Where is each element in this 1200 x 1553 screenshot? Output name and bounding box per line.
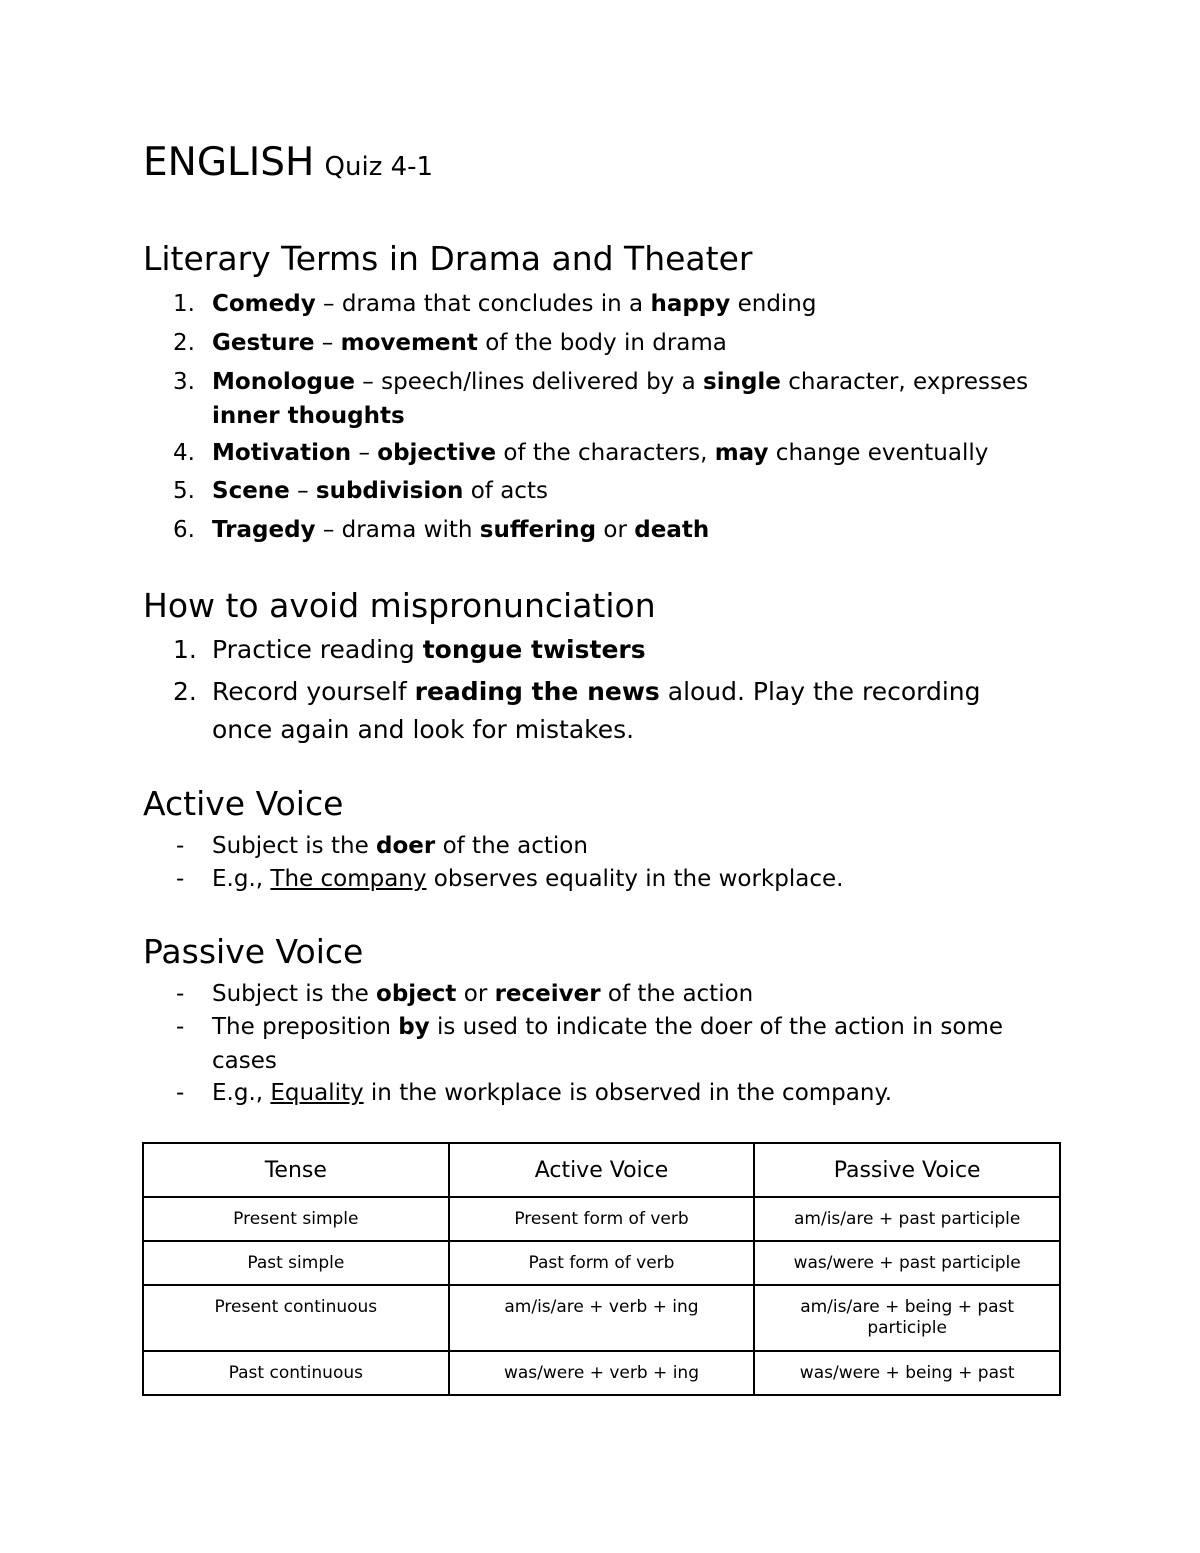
table-cell: Past form of verb — [449, 1241, 755, 1285]
bullet-dash: - — [176, 833, 185, 859]
text: character, expresses — [780, 369, 1029, 395]
bullet-item-passive-3 — [176, 1076, 893, 1110]
text: – — [314, 330, 341, 356]
text: – drama that concludes in a — [315, 291, 651, 317]
bullet-dash: - — [176, 1080, 185, 1106]
underlined-subject: The company — [270, 866, 427, 892]
text: E.g., — [212, 866, 271, 892]
text: Subject is the — [212, 981, 377, 1007]
document-title — [143, 140, 434, 185]
table-cell: Past continuous — [143, 1351, 449, 1395]
list-item-monologue — [173, 365, 1029, 433]
text: is used to indicate the doer of the action in some — [429, 1014, 1004, 1040]
list-item-comedy — [173, 287, 817, 321]
keyword: receiver — [494, 981, 601, 1007]
heading-mispronunciation: How to avoid mispronunciation — [143, 586, 656, 625]
list-number: 6. — [173, 517, 195, 543]
bullet-dash: - — [176, 866, 185, 892]
text: Practice reading — [212, 635, 423, 664]
title-main: ENGLISH — [143, 140, 315, 185]
text: of the characters, — [496, 440, 715, 466]
list-item-record-yourself — [173, 673, 981, 749]
list-number: 2. — [173, 330, 195, 356]
bullet-item-active-1 — [176, 829, 588, 863]
text: cases — [212, 1048, 277, 1074]
underlined-subject: Equality — [270, 1080, 364, 1106]
table-cell: am/is/are + verb + ing — [449, 1285, 755, 1351]
term: Motivation — [212, 440, 352, 466]
text: of the body in drama — [477, 330, 727, 356]
table-cell: am/is/are + being + past participle — [754, 1285, 1060, 1351]
heading-literary-terms: Literary Terms in Drama and Theater — [143, 239, 753, 278]
list-item-tragedy — [173, 513, 710, 547]
list-item-motivation — [173, 436, 989, 470]
table-cell: Past simple — [143, 1241, 449, 1285]
keyword: object — [376, 981, 457, 1007]
text: ending — [730, 291, 817, 317]
keyword: inner thoughts — [212, 403, 405, 429]
list-number: 1. — [173, 291, 195, 317]
keyword: movement — [340, 330, 478, 356]
table-row — [143, 1351, 1060, 1395]
header-tense: Tense — [143, 1143, 449, 1197]
table-cell: was/were + verb + ing — [449, 1351, 755, 1395]
text: change eventually — [768, 440, 989, 466]
text: once again and look for mistakes. — [212, 715, 635, 744]
keyword: death — [634, 517, 710, 543]
list-number: 5. — [173, 478, 195, 504]
text: E.g., — [212, 1080, 271, 1106]
list-number: 3. — [173, 369, 195, 395]
keyword: doer — [376, 833, 436, 859]
title-sub: Quiz 4-1 — [324, 152, 434, 182]
table-cell: was/were + past participle — [754, 1241, 1060, 1285]
keyword: happy — [650, 291, 731, 317]
table-cell: Present form of verb — [449, 1197, 755, 1241]
keyword: by — [398, 1014, 430, 1040]
bullet-dash: - — [176, 981, 185, 1007]
text: observes equality in the workplace. — [426, 866, 844, 892]
text: – drama with — [315, 517, 480, 543]
keyword: single — [703, 369, 781, 395]
header-active-voice: Active Voice — [449, 1143, 755, 1197]
bullet-item-passive-2 — [176, 1010, 1004, 1078]
tense-voice-table — [142, 1142, 1061, 1396]
table-cell: am/is/are + past participle — [754, 1197, 1060, 1241]
table-cell: Present continuous — [143, 1285, 449, 1351]
list-item-tongue-twisters — [173, 633, 646, 667]
header-passive-voice: Passive Voice — [754, 1143, 1060, 1197]
text: aloud. Play the recording — [659, 677, 981, 706]
text: – — [289, 478, 316, 504]
table-cell: Present simple — [143, 1197, 449, 1241]
term: Gesture — [212, 330, 315, 356]
list-number: 4. — [173, 440, 195, 466]
heading-passive-voice: Passive Voice — [143, 932, 364, 971]
term: Scene — [212, 478, 290, 504]
term: Comedy — [212, 291, 316, 317]
text: in the workplace is observed in the company. — [363, 1080, 893, 1106]
keyword: may — [714, 440, 769, 466]
text: or — [456, 981, 495, 1007]
keyword: tongue twisters — [422, 635, 646, 664]
table-header-row — [143, 1143, 1060, 1197]
text: Record yourself — [212, 677, 415, 706]
table-cell: was/were + being + past — [754, 1351, 1060, 1395]
list-item-scene — [173, 474, 548, 508]
text: or — [596, 517, 635, 543]
term: Tragedy — [212, 517, 316, 543]
bullet-item-active-2 — [176, 862, 844, 896]
table-row — [143, 1285, 1060, 1351]
table-row — [143, 1197, 1060, 1241]
keyword: suffering — [479, 517, 597, 543]
list-number: 2. — [173, 677, 197, 706]
text: Subject is the — [212, 833, 377, 859]
text: The preposition — [212, 1014, 399, 1040]
heading-active-voice: Active Voice — [143, 784, 344, 823]
bullet-item-passive-1 — [176, 977, 754, 1011]
term: Monologue — [212, 369, 355, 395]
bullet-dash: - — [176, 1014, 185, 1040]
keyword: reading the news — [414, 677, 660, 706]
text: of the action — [600, 981, 754, 1007]
text: – — [351, 440, 378, 466]
list-item-gesture — [173, 326, 727, 360]
list-number: 1. — [173, 635, 197, 664]
text: of the action — [435, 833, 588, 859]
text: – speech/lines delivered by a — [355, 369, 704, 395]
table-row — [143, 1241, 1060, 1285]
text: of acts — [463, 478, 548, 504]
keyword: subdivision — [315, 478, 464, 504]
keyword: objective — [377, 440, 497, 466]
